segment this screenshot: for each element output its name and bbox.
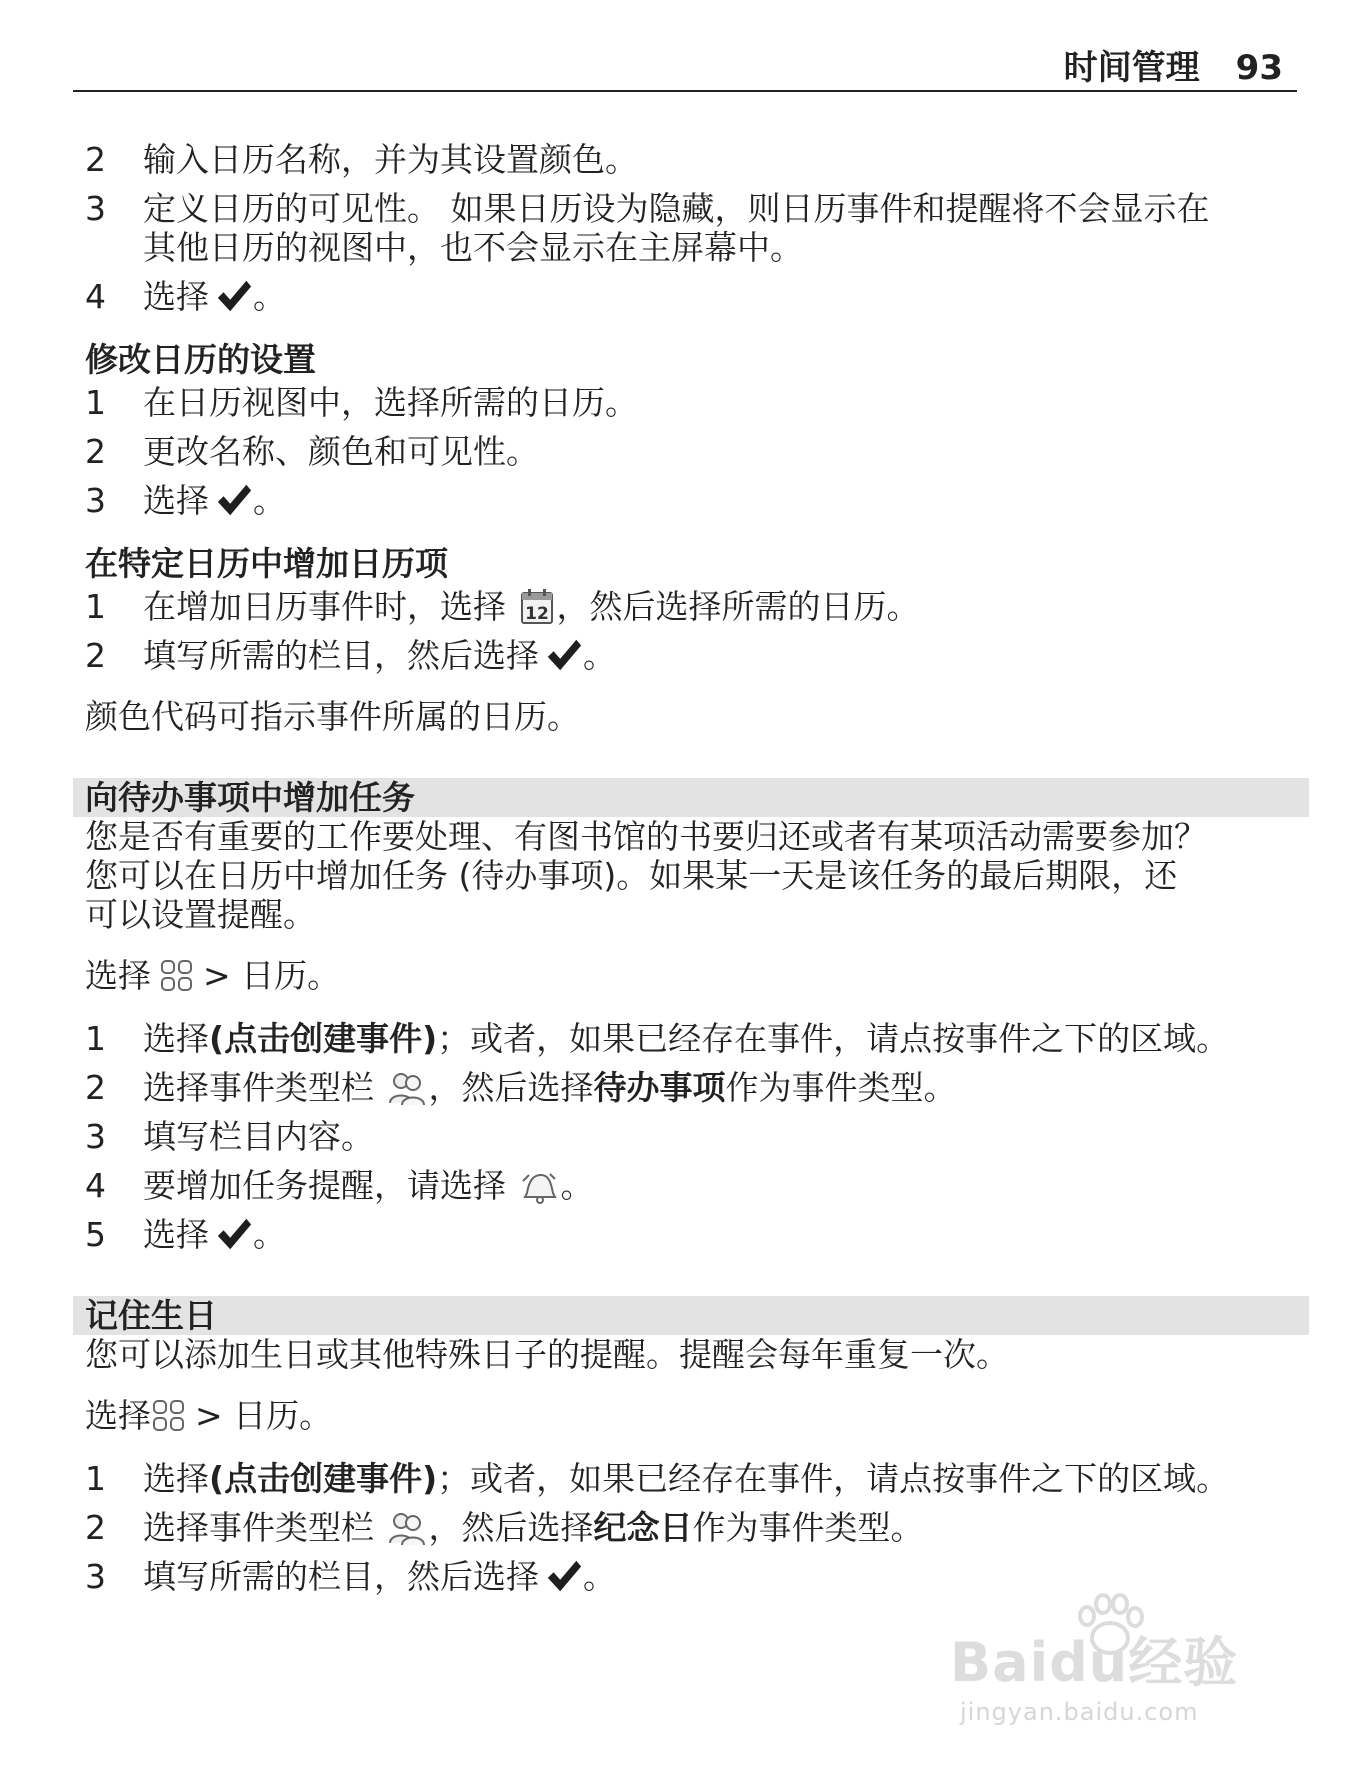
step-number: 3 (85, 1557, 106, 1596)
step-number: 1 (85, 587, 106, 626)
list-item (85, 140, 1297, 179)
step-text: 填写所需的栏目，然后选择 (143, 1557, 539, 1596)
step-text: 填写所需的栏目，然后选择 (143, 636, 539, 675)
menu-path-text: > 日历。 (195, 1396, 333, 1435)
section-heading: 在特定日历中增加日历项 (85, 544, 448, 583)
step-text-end: 。 (253, 277, 286, 316)
baidu-watermark (950, 1590, 1280, 1740)
list-item (85, 432, 1297, 471)
step-number: 2 (85, 140, 106, 179)
calendar-day-number: 12 (524, 604, 549, 624)
list-item (85, 189, 1297, 267)
step-text-end: 作为事件类型。 (692, 1508, 924, 1547)
step-text: 选择 (143, 1215, 209, 1254)
calendar-icon (519, 588, 555, 626)
section-band-heading: 记住生日 (73, 1296, 1309, 1335)
step-text: 选择 (143, 1019, 209, 1058)
step-text: 要增加任务提醒，请选择 (143, 1166, 506, 1205)
step-text: 填写栏目内容。 (143, 1117, 374, 1156)
step-text-end: 。 (560, 1166, 594, 1205)
list-item (85, 383, 1297, 422)
list-item (85, 1068, 1297, 1107)
list-item (85, 1215, 1297, 1254)
list-item (85, 1508, 1297, 1547)
step-text: 在日历视图中，选择所需的日历。 (143, 383, 638, 422)
list-item (85, 277, 1297, 316)
page-header (73, 46, 1297, 92)
apps-grid-icon (159, 958, 195, 994)
people-icon (387, 1069, 427, 1107)
step-text-line: 定义日历的可见性。 如果日历设为隐藏，则日历事件和提醒将不会显示在 (143, 189, 1210, 228)
step-text-end: ；或者，如果已经存在事件，请点按事件之下的区域。 (437, 1459, 1230, 1498)
page-number: 93 (1235, 48, 1283, 88)
step-text: 更改名称、颜色和可见性。 (143, 432, 539, 471)
alarm-icon (519, 1167, 559, 1205)
menu-path-text: > 日历。 (203, 956, 341, 995)
step-number: 3 (85, 1117, 106, 1156)
step-text-end: ，然后选择所需的日历。 (556, 587, 920, 626)
step-text-end: 。 (583, 1557, 616, 1596)
step-bold-text: 纪念日 (593, 1508, 693, 1547)
list-item (85, 1557, 1297, 1596)
step-text-mid: ，然后选择 (428, 1508, 594, 1547)
header-text (1064, 46, 1283, 90)
check-icon (215, 277, 253, 315)
step-text: 选择事件类型栏 (143, 1068, 374, 1107)
check-icon (545, 1557, 583, 1595)
step-text-end: 作为事件类型。 (725, 1068, 957, 1107)
step-number: 2 (85, 432, 106, 471)
step-text: 选择 (143, 277, 209, 316)
section-heading: 修改日历的设置 (85, 340, 316, 379)
step-number: 2 (85, 1508, 106, 1547)
check-icon (545, 636, 583, 674)
header-title: 时间管理 (1063, 48, 1200, 88)
step-text: 输入日历名称，并为其设置颜色。 (143, 140, 638, 179)
step-text-line: 其他日历的视图中，也不会显示在主屏幕中。 (143, 228, 803, 267)
step-text-end: ；或者，如果已经存在事件，请点按事件之下的区域。 (437, 1019, 1230, 1058)
step-number: 4 (85, 1166, 106, 1205)
list-item (85, 1019, 1297, 1058)
section-band-heading: 向待办事项中增加任务 (73, 778, 1309, 817)
step-number: 3 (85, 189, 106, 228)
step-text-end: 。 (253, 1215, 286, 1254)
step-number: 2 (85, 636, 106, 675)
step-number: 1 (85, 1459, 106, 1498)
step-text-end: 。 (253, 481, 286, 520)
people-icon (387, 1509, 427, 1547)
list-item (85, 1166, 1297, 1205)
apps-grid-icon (151, 1398, 187, 1434)
list-item (85, 636, 1297, 675)
list-item (85, 481, 1297, 520)
check-icon (215, 481, 253, 519)
list-item (85, 587, 1297, 626)
check-icon (215, 1215, 253, 1253)
step-bold-text: (点击创建事件) (209, 1459, 438, 1498)
watermark-url: jingyan.baidu.com (960, 1698, 1199, 1726)
page-content (85, 140, 1297, 1606)
intro-line: 您可以在日历中增加任务 (待办事项)。如果某一天是该任务的最后期限，还 (85, 856, 1178, 895)
step-text-end: 。 (583, 636, 616, 675)
select-text: 选择 (85, 956, 151, 995)
step-number: 2 (85, 1068, 106, 1107)
step-number: 5 (85, 1215, 106, 1254)
step-bold-text: (点击创建事件) (209, 1019, 438, 1058)
step-text: 在增加日历事件时，选择 (143, 587, 506, 626)
intro-line: 您是否有重要的工作要处理、有图书馆的书要归还或者有某项活动需要参加？ (85, 817, 1207, 856)
note-paragraph: 颜色代码可指示事件所属的日历。 (85, 697, 580, 736)
intro-paragraph (85, 817, 1297, 934)
intro-line: 可以设置提醒。 (85, 895, 316, 934)
step-number: 3 (85, 481, 106, 520)
step-text: 选择事件类型栏 (143, 1508, 374, 1547)
select-menu-paragraph (85, 1396, 1297, 1435)
step-text: 选择 (143, 481, 209, 520)
step-text: 选择 (143, 1459, 209, 1498)
list-item (85, 1117, 1297, 1156)
step-number: 4 (85, 277, 106, 316)
watermark-logo-text: Baidu经验 (950, 1631, 1239, 1694)
select-text: 选择 (85, 1396, 151, 1435)
step-text-mid: ，然后选择 (428, 1068, 594, 1107)
list-item (85, 1459, 1297, 1498)
step-number: 1 (85, 383, 106, 422)
step-number: 1 (85, 1019, 106, 1058)
step-bold-text: 待办事项 (593, 1068, 726, 1107)
intro-paragraph: 您可以添加生日或其他特殊日子的提醒。提醒会每年重复一次。 (85, 1335, 1009, 1374)
select-menu-paragraph (85, 956, 1297, 995)
